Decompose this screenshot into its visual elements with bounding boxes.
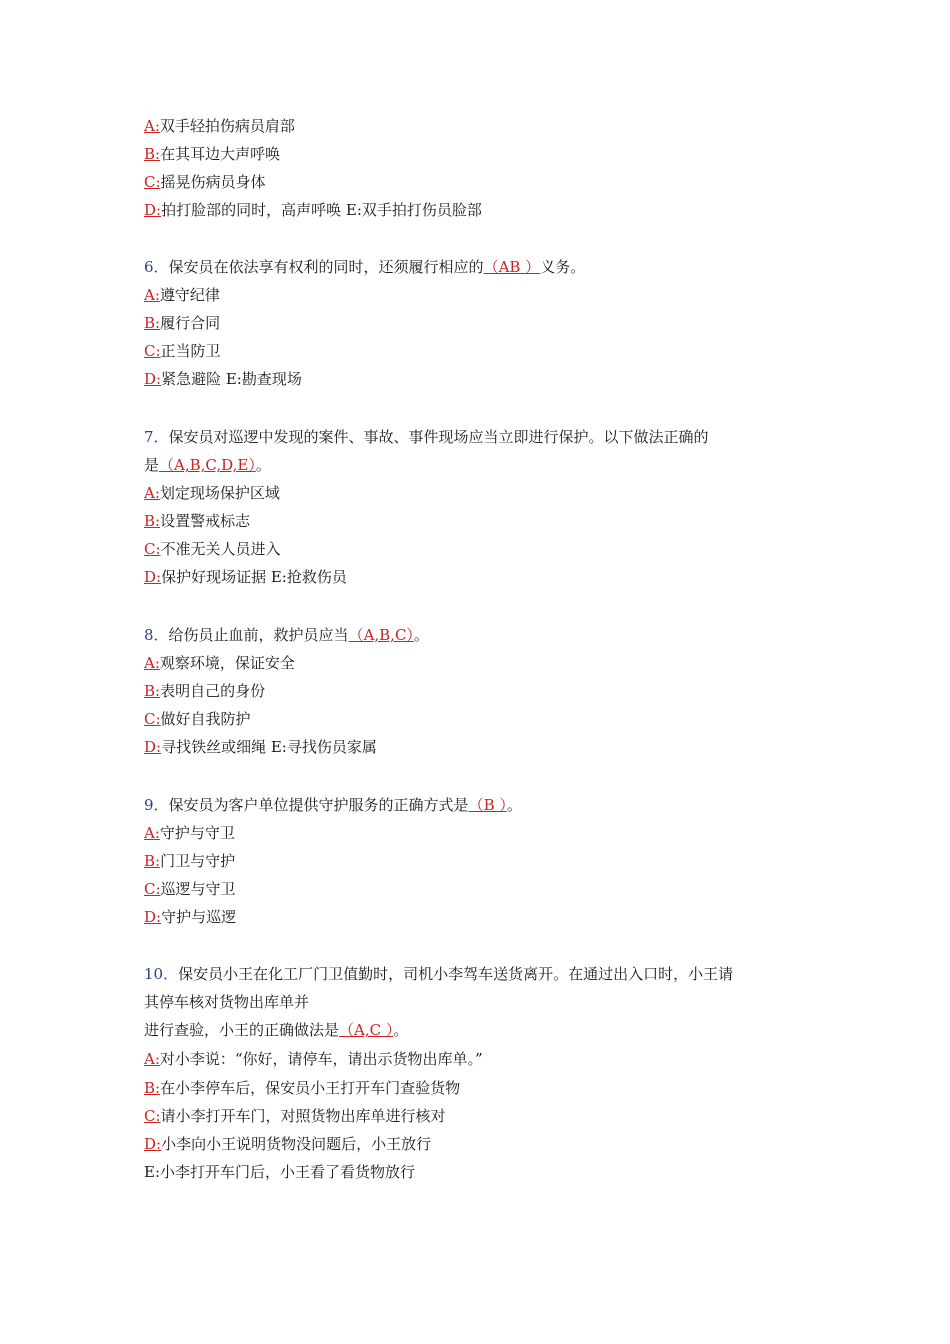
option-label: D: <box>144 370 162 388</box>
answer-blank: （AB ） <box>483 258 541 276</box>
question-number: 7． <box>144 428 169 446</box>
answer-blank: （A,B,C,D,E） <box>159 456 256 474</box>
q10-stem-line1 <box>144 963 733 985</box>
q10-stem-line2 <box>144 991 309 1013</box>
q8-option-a <box>144 652 295 674</box>
q8-option-d <box>144 736 377 758</box>
option-label: A: <box>144 117 160 135</box>
question-text: 保安员小王在化工厂门卫值勤时，司机小李驾车送货离开。在通过出入口时，小王请 <box>178 965 734 983</box>
q9-option-d <box>144 906 236 928</box>
option-text: 寻找铁丝或细绳 E:寻找伤员家属 <box>161 738 377 756</box>
option-text: 双手轻拍伤病员肩部 <box>159 117 295 135</box>
option-text: 小李向小王说明货物没问题后，小王放行 <box>161 1135 432 1153</box>
option-label: C: <box>144 540 161 558</box>
q5-option-a <box>144 115 295 137</box>
q10-option-e <box>144 1161 415 1183</box>
answer-blank: （A,B,C） <box>348 626 414 644</box>
q6-option-b <box>144 312 220 334</box>
option-label: B: <box>144 512 161 530</box>
q10-option-b <box>144 1077 460 1099</box>
answer-blank: （A,C ） <box>339 1021 394 1039</box>
q10-stem-line3 <box>144 1019 408 1041</box>
question-text-end: 。 <box>506 796 522 814</box>
q7-option-c <box>144 538 281 560</box>
option-label: A: <box>144 1050 160 1068</box>
option-label: B: <box>144 852 161 870</box>
q5-option-d <box>144 199 482 221</box>
q7-option-d <box>144 566 347 588</box>
q8-option-b <box>144 680 265 702</box>
question-text-end: 。 <box>255 456 271 474</box>
option-text: 做好自我防护 <box>160 710 251 728</box>
question-text: 给伤员止血前，救护员应当 <box>168 626 349 644</box>
q7-option-a <box>144 482 280 504</box>
option-label: A: <box>144 824 160 842</box>
question-text: 保安员在依法享有权利的同时，还须履行相应的 <box>168 258 484 276</box>
option-label: D: <box>144 568 162 586</box>
question-text-end: 义务。 <box>540 258 586 276</box>
option-label: C: <box>144 1107 161 1125</box>
q5-option-b <box>144 143 280 165</box>
question-text: 进行查验，小王的正确做法是 <box>144 1021 340 1039</box>
q9-option-a <box>144 822 235 844</box>
q9-option-c <box>144 878 236 900</box>
option-label: A: <box>144 654 160 672</box>
option-text: 不准无关人员进入 <box>160 540 281 558</box>
question-text: 是 <box>144 456 160 474</box>
option-text: 摇晃伤病员身体 <box>160 173 266 191</box>
question-number: 8． <box>144 626 169 644</box>
option-text: 正当防卫 <box>160 342 221 360</box>
option-label: C: <box>144 710 161 728</box>
option-label: B: <box>144 145 161 163</box>
option-label: C: <box>144 173 161 191</box>
option-text: 守护与巡逻 <box>161 908 237 926</box>
question-text-end: 。 <box>393 1021 409 1039</box>
option-text: 表明自己的身份 <box>160 682 266 700</box>
q6-stem <box>144 256 585 278</box>
option-text: 履行合同 <box>160 314 221 332</box>
option-text: E:小李打开车门后，小王看了看货物放行 <box>144 1163 416 1181</box>
question-number: 9． <box>144 796 169 814</box>
q8-stem <box>144 624 429 646</box>
option-text: 观察环境，保证安全 <box>159 654 295 672</box>
q7-stem-line2 <box>144 454 271 476</box>
option-text: 巡逻与守卫 <box>160 880 236 898</box>
q10-option-c <box>144 1105 446 1127</box>
option-label: A: <box>144 484 160 502</box>
q9-stem <box>144 794 522 816</box>
question-number: 6． <box>144 258 169 276</box>
option-label: B: <box>144 314 161 332</box>
question-text: 保安员为客户单位提供守护服务的正确方式是 <box>168 796 469 814</box>
option-text: 守护与守卫 <box>159 824 235 842</box>
q6-option-c <box>144 340 221 362</box>
option-label: D: <box>144 908 162 926</box>
option-text: 设置警戒标志 <box>160 512 251 530</box>
question-text-end: 。 <box>413 626 429 644</box>
option-text: 保护好现场证据 E:抢救伤员 <box>161 568 347 586</box>
answer-blank: （B ） <box>468 796 507 814</box>
question-text: 保安员对巡逻中发现的案件、事故、事件现场应当立即进行保护。以下做法正确的 <box>168 428 709 446</box>
option-text: 紧急避险 E:勘查现场 <box>161 370 302 388</box>
option-text: 划定现场保护区域 <box>159 484 280 502</box>
option-label: D: <box>144 738 162 756</box>
option-label: A: <box>144 286 160 304</box>
q10-option-d <box>144 1133 431 1155</box>
option-text: 对小李说：“你好，请停车，请出示货物出库单。” <box>159 1050 483 1068</box>
q9-option-b <box>144 850 235 872</box>
q6-option-a <box>144 284 220 306</box>
question-text: 其停车核对货物出库单并 <box>144 993 310 1011</box>
option-label: B: <box>144 1079 161 1097</box>
option-label: D: <box>144 201 162 219</box>
option-text: 在其耳边大声呼唤 <box>160 145 281 163</box>
option-label: C: <box>144 342 161 360</box>
option-text: 门卫与守护 <box>160 852 236 870</box>
q7-option-b <box>144 510 250 532</box>
option-text: 在小李停车后，保安员小王打开车门查验货物 <box>160 1079 461 1097</box>
question-number: 10． <box>144 965 179 983</box>
option-text: 拍打脸部的同时，高声呼唤 E:双手拍打伤员脸部 <box>161 201 482 219</box>
q6-option-d <box>144 368 302 390</box>
q10-option-a <box>144 1048 483 1070</box>
q8-option-c <box>144 708 251 730</box>
q5-option-c <box>144 171 266 193</box>
q7-stem-line1 <box>144 426 709 448</box>
option-text: 请小李打开车门，对照货物出库单进行核对 <box>160 1107 446 1125</box>
option-label: C: <box>144 880 161 898</box>
option-label: B: <box>144 682 161 700</box>
option-text: 遵守纪律 <box>159 286 220 304</box>
option-label: D: <box>144 1135 162 1153</box>
